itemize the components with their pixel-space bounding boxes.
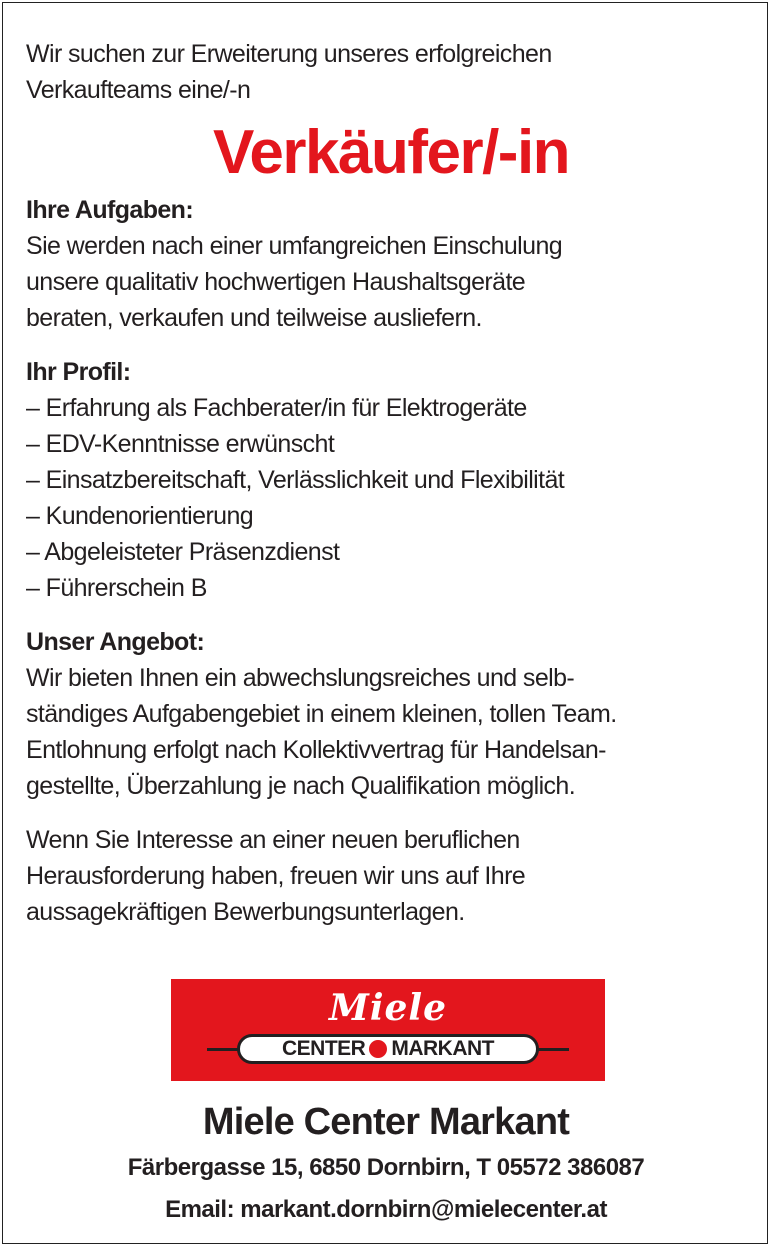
miele-center-logo: [171, 979, 605, 1081]
logo-brand: Miele: [328, 987, 447, 1029]
section-angebot: [26, 624, 756, 804]
job-title: Verkäufer/-in: [212, 118, 570, 187]
list-item: – Kundenorientierung: [26, 502, 254, 530]
profil-list: [26, 390, 756, 606]
logo-badge: [237, 1034, 539, 1064]
text-line: Herausforderung haben, freuen wir uns auf Ihre: [26, 862, 526, 890]
text-line: Sie werden nach einer umfangreichen Einschulung: [26, 232, 563, 260]
text-line: unsere qualitativ hochwertigen Haushaltsgeräte: [26, 268, 526, 296]
list-item: – Erfahrung als Fachberater/in für Elektrogeräte: [26, 394, 527, 422]
intro-text: [26, 36, 756, 108]
section-aufgaben: [26, 192, 756, 336]
text-line: aussagekräftigen Bewerbungsunterlagen.: [26, 898, 465, 926]
logo-left-text: CENTER: [282, 1037, 366, 1060]
text-line: Wenn Sie Interesse an einer neuen beruflichen: [26, 826, 520, 854]
list-item: – Führerschein B: [26, 574, 207, 602]
closing-text: [26, 822, 756, 930]
company-email[interactable]: Email: markant.dornbirn@mielecenter.at: [165, 1196, 607, 1223]
section-heading: Ihr Profil:: [26, 358, 131, 386]
ad-body: [26, 36, 756, 948]
company-name: Miele Center Markant: [202, 1101, 570, 1143]
logo-right-text: MARKANT: [391, 1037, 494, 1060]
text-line: Wir bieten Ihnen ein abwechslungsreiches und selb-: [26, 664, 575, 692]
dot-icon: [369, 1040, 387, 1058]
text-line: beraten, verkaufen und teilweise ausliefern.: [26, 304, 482, 332]
list-item: – Einsatzbereitschaft, Verlässlichkeit und Flexibilität: [26, 466, 565, 494]
section-heading: Ihre Aufgaben:: [26, 196, 194, 224]
intro-line: Verkaufteams eine/-n: [26, 76, 251, 104]
text-line: gestellte, Überzahlung je nach Qualifikation möglich.: [26, 772, 576, 800]
section-profil: [26, 354, 756, 606]
list-item: – Abgeleisteter Präsenzdienst: [26, 538, 340, 566]
text-line: ständiges Aufgabengebiet in einem kleinen, tollen Team.: [26, 700, 617, 728]
intro-line: Wir suchen zur Erweiterung unseres erfolgreichen: [26, 40, 552, 68]
section-heading: Unser Angebot:: [26, 628, 205, 656]
text-line: Entlohnung erfolgt nach Kollektivvertrag für Handelsan-: [26, 736, 606, 764]
company-address: Färbergasse 15, 6850 Dornbirn, T 05572 386087: [127, 1154, 645, 1181]
list-item: – EDV-Kenntnisse erwünscht: [26, 430, 335, 458]
